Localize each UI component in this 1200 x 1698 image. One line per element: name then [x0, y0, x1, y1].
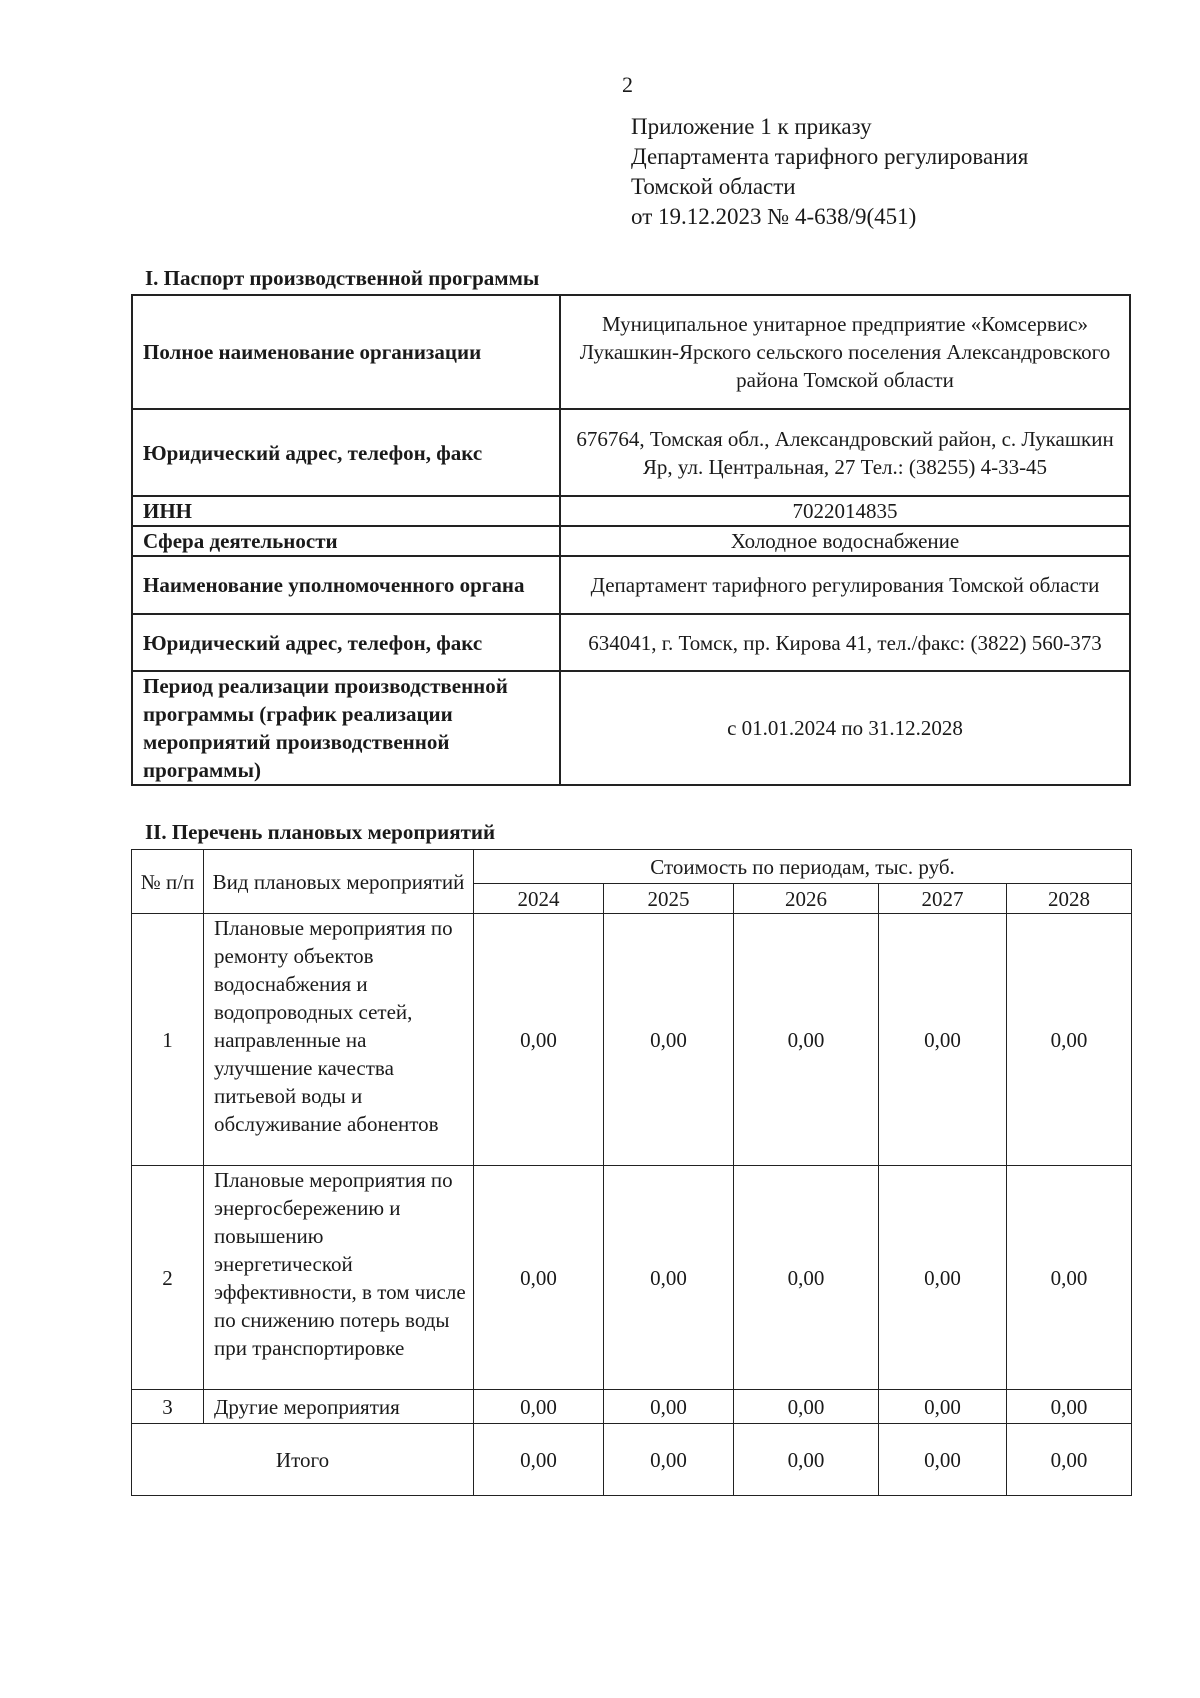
- row-value: 0,00: [474, 914, 604, 1166]
- table-row: [132, 914, 1132, 1166]
- header-year: 2026: [734, 884, 879, 914]
- total-value: 0,00: [1007, 1424, 1132, 1496]
- passport-value: 676764, Томская обл., Александровский район, с. Лукашкин Яр, ул. Центральная, 27 Тел.: (38255) 4-33-45: [560, 409, 1130, 496]
- passport-label: ИНН: [132, 496, 560, 526]
- appendix-line-1: Приложение 1 к приказу: [631, 114, 872, 139]
- appendix-header: [631, 112, 1028, 232]
- header-year: 2024: [474, 884, 604, 914]
- row-desc: Плановые мероприятия по энергосбережению и повышению энергетической эффективности, в том числе по снижению потерь воды при транспортировке: [204, 1166, 474, 1390]
- passport-row-org-name: [132, 295, 1130, 409]
- header-year: 2027: [879, 884, 1007, 914]
- total-value: 0,00: [474, 1424, 604, 1496]
- passport-value: Муниципальное унитарное предприятие «Комсервис» Лукашкин-Ярского сельского поселения Александровского района Томской области: [560, 295, 1130, 409]
- appendix-line-4: от 19.12.2023 № 4-638/9(451): [631, 204, 917, 229]
- plan-table: [131, 849, 1132, 1496]
- passport-value: 634041, г. Томск, пр. Кирова 41, тел./факс: (3822) 560-373: [560, 614, 1130, 671]
- passport-row-authority: [132, 556, 1130, 614]
- page-number: 2: [622, 72, 633, 97]
- section-1-title: I. Паспорт производственной программы: [145, 266, 540, 290]
- passport-row-authority-address: [132, 614, 1130, 671]
- row-desc: Плановые мероприятия по ремонту объектов водоснабжения и водопроводных сетей, направленные на улучшение качества питьевой воды и обслуживание абонентов: [204, 914, 474, 1166]
- row-num: 2: [132, 1166, 204, 1390]
- row-value: 0,00: [604, 914, 734, 1166]
- section-2-title: II. Перечень плановых мероприятий: [145, 820, 496, 844]
- passport-label: Сфера деятельности: [132, 526, 560, 556]
- passport-value: 7022014835: [560, 496, 1130, 526]
- row-value: 0,00: [1007, 1166, 1132, 1390]
- row-value: 0,00: [879, 1166, 1007, 1390]
- passport-row-period: [132, 671, 1130, 785]
- appendix-line-2: Департамента тарифного регулирования: [631, 144, 1029, 169]
- total-value: 0,00: [604, 1424, 734, 1496]
- passport-row-legal-address: [132, 409, 1130, 496]
- passport-label: Наименование уполномоченного органа: [132, 556, 560, 614]
- plan-header-row: [132, 850, 1132, 884]
- row-value: 0,00: [734, 1390, 879, 1424]
- total-label: Итого: [132, 1424, 474, 1496]
- header-year: 2025: [604, 884, 734, 914]
- table-row: [132, 1390, 1132, 1424]
- passport-value: Холодное водоснабжение: [560, 526, 1130, 556]
- header-year: 2028: [1007, 884, 1132, 914]
- row-num: 3: [132, 1390, 204, 1424]
- passport-label: Юридический адрес, телефон, факс: [132, 614, 560, 671]
- row-value: 0,00: [734, 914, 879, 1166]
- passport-row-inn: [132, 496, 1130, 526]
- header-num: № п/п: [132, 850, 204, 914]
- header-type: Вид плановых мероприятий: [204, 850, 474, 914]
- row-value: 0,00: [604, 1390, 734, 1424]
- row-desc: Другие мероприятия: [204, 1390, 474, 1424]
- passport-label: Период реализации производственной программы (график реализации мероприятий производственной программы): [132, 671, 560, 785]
- passport-label: Юридический адрес, телефон, факс: [132, 409, 560, 496]
- row-value: 0,00: [1007, 914, 1132, 1166]
- passport-label: Полное наименование организации: [132, 295, 560, 409]
- row-value: 0,00: [604, 1166, 734, 1390]
- total-value: 0,00: [879, 1424, 1007, 1496]
- header-cost: Стоимость по периодам, тыс. руб.: [474, 850, 1132, 884]
- row-value: 0,00: [879, 1390, 1007, 1424]
- appendix-line-3: Томской области: [631, 174, 796, 199]
- total-row: [132, 1424, 1132, 1496]
- passport-value: с 01.01.2024 по 31.12.2028: [560, 671, 1130, 785]
- total-value: 0,00: [734, 1424, 879, 1496]
- row-value: 0,00: [1007, 1390, 1132, 1424]
- passport-value: Департамент тарифного регулирования Томской области: [560, 556, 1130, 614]
- row-num: 1: [132, 914, 204, 1166]
- passport-row-activity: [132, 526, 1130, 556]
- table-row: [132, 1166, 1132, 1390]
- row-value: 0,00: [474, 1390, 604, 1424]
- row-value: 0,00: [474, 1166, 604, 1390]
- row-value: 0,00: [734, 1166, 879, 1390]
- row-value: 0,00: [879, 914, 1007, 1166]
- passport-table: [131, 294, 1131, 786]
